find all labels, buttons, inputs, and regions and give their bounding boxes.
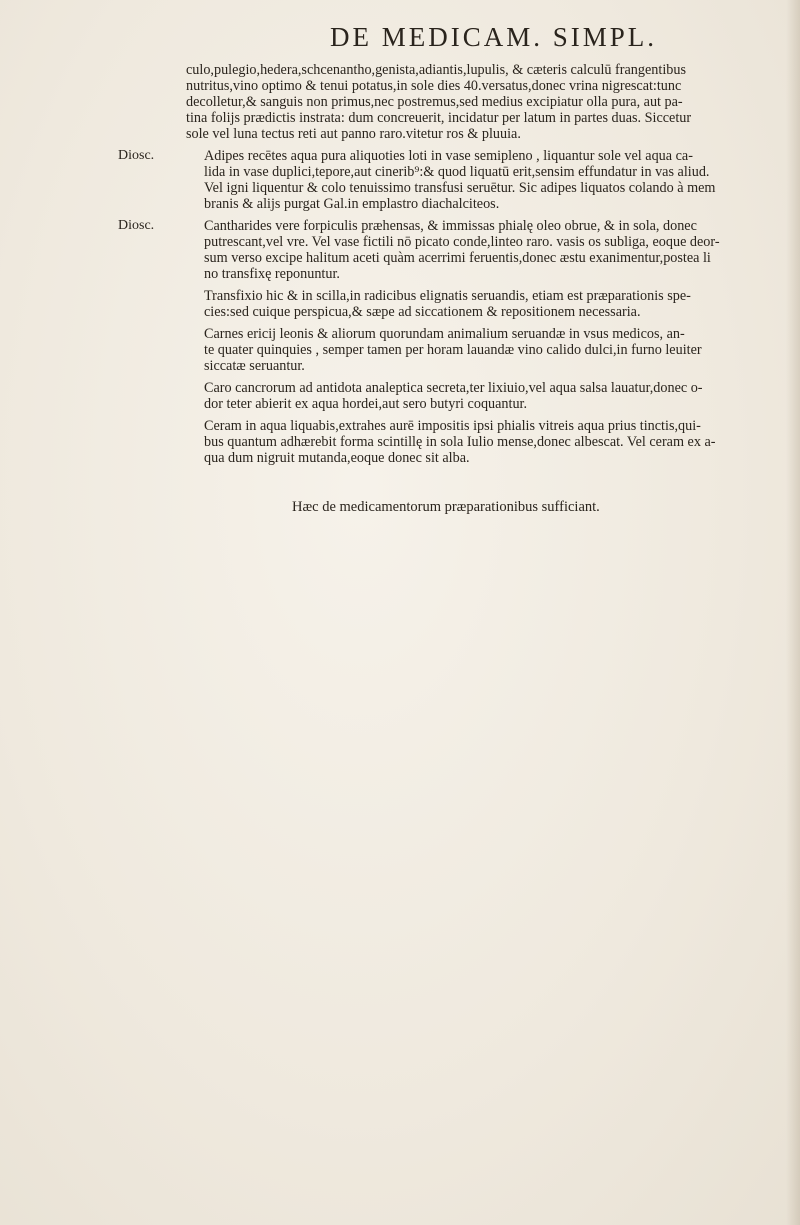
text-line: decolletur,& sanguis non primus,nec postremus,sed medius excipiatur olla pura, aut pa-: [186, 94, 683, 110]
text-line: lida in vase duplici,tepore,aut cinerib⁹:& quod liquatū erit,sensim effundatur in vas aliud.: [204, 164, 710, 180]
page-edge-shadow: [786, 0, 800, 1225]
running-head: DE MEDICAM. SIMPL.: [330, 22, 658, 52]
text-line: siccatæ seruantur.: [204, 358, 305, 374]
margin-note: Diosc.: [118, 148, 155, 163]
text-line: Carnes ericij leonis & aliorum quorundam animalium seruandæ in vsus medicos, an-: [204, 326, 685, 342]
text-line: Cantharides vere forpiculis præhensas, & immissas phialę oleo obrue, & in sola, donec: [204, 218, 697, 234]
text-line: Vel igni liquentur & colo tenuissimo transfusi seruētur. Sic adipes liquatos colando à mem: [204, 180, 716, 196]
text-line: qua dum nigruit mutanda,eoque donec sit alba.: [204, 450, 470, 466]
text-line: putrescant,vel vre. Vel vase fictili nō picato conde,linteo raro. vasis os subliga, eoque deor-: [204, 234, 720, 250]
text-line: no transfixę reponuntur.: [204, 266, 340, 282]
text-line: bus quantum adhærebit forma scintillę in sola Iulio mense,donec albescat. Vel ceram ex a-: [204, 434, 716, 450]
margin-note: Diosc.: [118, 218, 155, 233]
text-line: sole vel luna tectus reti aut panno raro.vitetur ros & pluuia.: [186, 126, 521, 142]
paragraph: [186, 380, 760, 412]
paragraph: [186, 218, 760, 282]
text-line: tina folijs prædictis instrata: dum concreuerit, incidatur per latum in partes duas. Siccetur: [186, 110, 692, 126]
text-line: sum verso excipe halitum aceti quàm acerrimi feruentis,donec æstu exanimentur,postea li: [204, 250, 711, 266]
text-line: Ceram in aqua liquabis,extrahes aurē impositis ipsi phialis vitreis aqua prius tinctis,qui-: [204, 418, 701, 434]
paragraph: [186, 148, 760, 212]
text-line: cies:sed cuique perspicua,& sæpe ad siccationem & repositionem necessaria.: [204, 304, 641, 320]
text-line: Adipes recētes aqua pura aliquoties loti in vase semipleno , liquantur sole vel aqua ca-: [204, 148, 693, 164]
text-line: culo,pulegio,hedera,schcenantho,genista,adiantis,lupulis, & cæteris calculū frangentibus: [186, 62, 686, 78]
main-text: [186, 62, 760, 472]
paragraph: [186, 418, 760, 466]
text-line: branis & alijs purgat Gal.in emplastro diachalciteos.: [204, 196, 500, 212]
closing-line: Hæc de medicamentorum præparationibus sufficiant.: [292, 499, 600, 515]
text-line: nutritus,vino optimo & tenui potatus,in sole dies 40.versatus,donec vrina nigrescat:tunc: [186, 78, 682, 94]
text-line: Caro cancrorum ad antidota analeptica secreta,ter lixiuio,vel aqua salsa lauatur,donec o-: [204, 380, 703, 396]
text-line: te quater quinquies , semper tamen per horam lauandæ vino calido dulci,in furno leuiter: [204, 342, 702, 358]
paragraph: [186, 62, 760, 142]
text-line: dor teter abierit ex aqua hordei,aut sero butyri coquantur.: [204, 396, 528, 412]
paragraph: [186, 326, 760, 374]
paragraph: [186, 288, 760, 320]
text-line: Transfixio hic & in scilla,in radicibus elignatis seruandis, etiam est præparationis spe-: [204, 288, 691, 304]
